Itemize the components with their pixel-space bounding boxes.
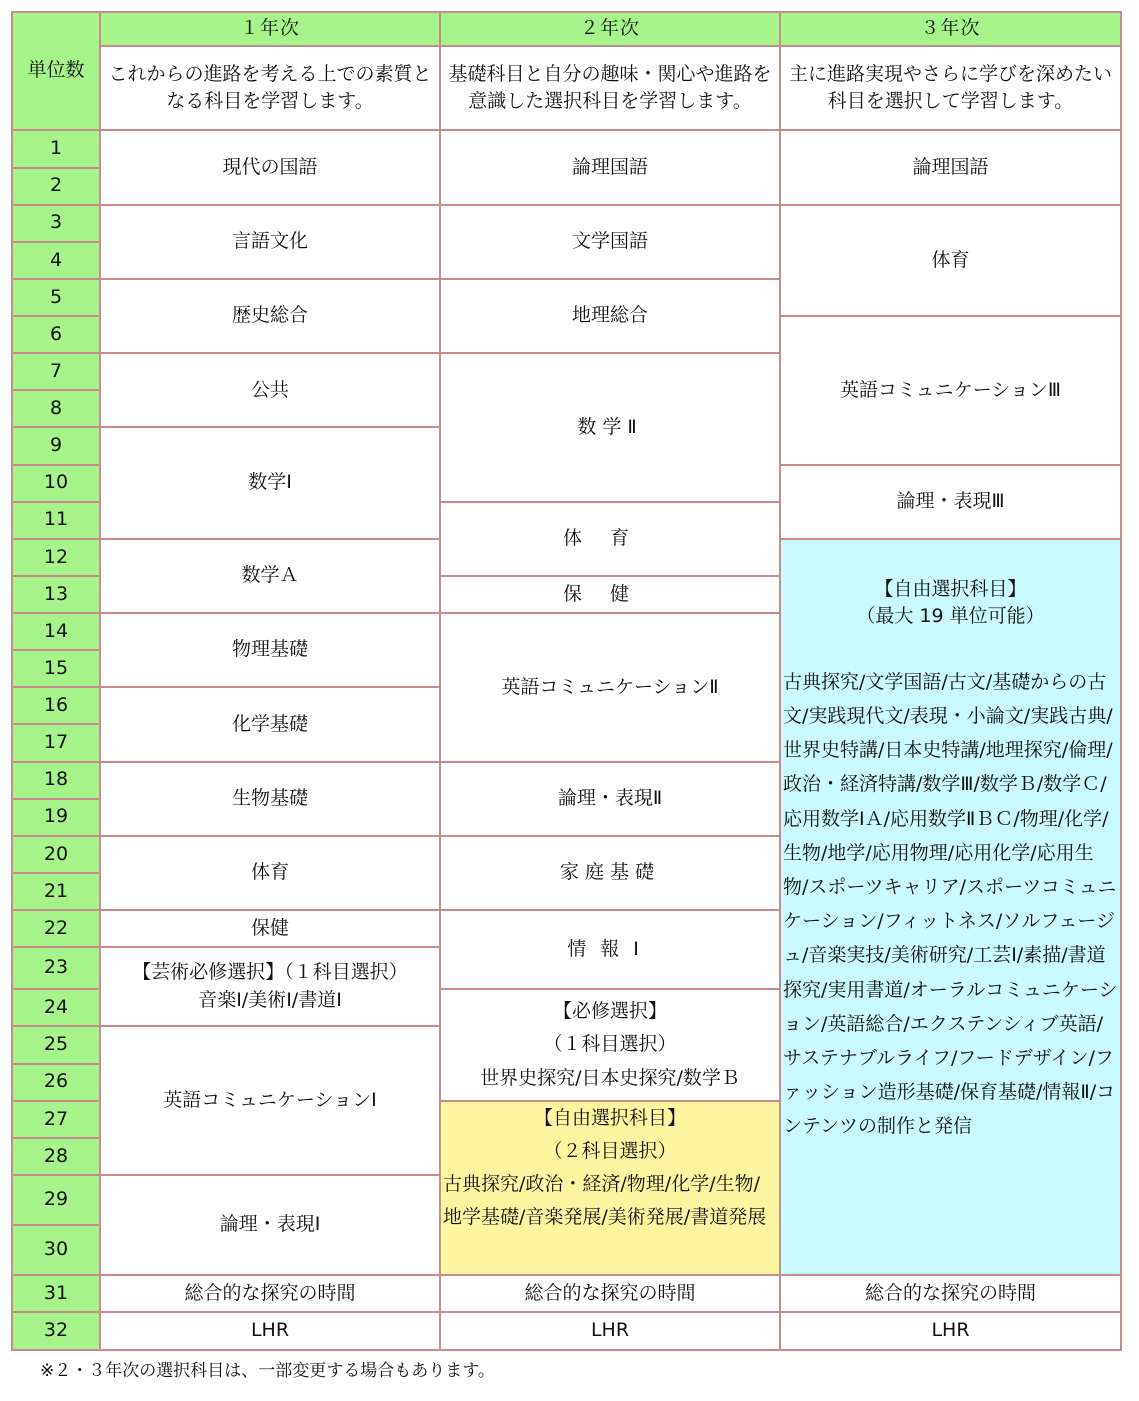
- subject-cell: 公共: [100, 353, 440, 427]
- unit-number: 4: [12, 242, 100, 279]
- unit-number: 20: [12, 836, 100, 873]
- required-elective-subtitle: （１科目選択）: [543, 1033, 677, 1056]
- subject-cell: 数学Ａ: [100, 539, 440, 613]
- subject-cell: 総合的な探究の時間: [440, 1275, 780, 1312]
- year1-description: これからの進路を考える上での素質となる科目を学習します。: [100, 46, 440, 130]
- free-elective-list: 古典探究/政治・経済/物理/化学/生物/地学基礎/音楽発展/美術発展/書道発展: [443, 1173, 767, 1229]
- unit-number: 8: [12, 390, 100, 427]
- elective-subtitle: （最大 19 単位可能）: [856, 605, 1045, 628]
- unit-number: 2: [12, 168, 100, 205]
- free-elective-subtitle: （２科目選択）: [543, 1139, 677, 1162]
- art-elective-cell: [100, 947, 440, 1026]
- year2-description: 基礎科目と自分の趣味・関心や進路を意識した選択科目を学習します。: [440, 46, 780, 130]
- unit-number: 28: [12, 1138, 100, 1175]
- required-elective-title: 【必修選択】: [552, 1000, 667, 1023]
- unit-number: 19: [12, 799, 100, 836]
- unit-number: 13: [12, 576, 100, 613]
- unit-number: 11: [12, 502, 100, 539]
- unit-number: 25: [12, 1026, 100, 1063]
- description-row: [12, 46, 1121, 130]
- subject-cell: 物理基礎: [100, 613, 440, 687]
- unit-number: 1: [12, 130, 100, 167]
- year3-description: 主に進路実現やさらに学びを深めたい科目を選択して学習します。: [780, 46, 1121, 130]
- subject-cell: LHR: [780, 1312, 1121, 1350]
- subject-cell: 総合的な探究の時間: [780, 1275, 1121, 1312]
- unit-number: 14: [12, 613, 100, 650]
- unit-number: 27: [12, 1101, 100, 1138]
- subject-cell: LHR: [440, 1312, 780, 1350]
- subject-cell: 英語コミュニケーションⅢ: [780, 316, 1121, 465]
- subject-cell: 英語コミュニケーションⅠ: [100, 1026, 440, 1175]
- subject-cell: 歴史総合: [100, 279, 440, 353]
- subject-cell: 体育: [440, 502, 780, 576]
- subject-cell: 数学Ⅱ: [440, 353, 780, 502]
- footnote: ※２・３年次の選択科目は、一部変更する場合もあります。: [40, 1361, 495, 1381]
- art-elective-title: 【芸術必修選択】（１科目選択）: [132, 961, 408, 984]
- unit-number: 3: [12, 205, 100, 242]
- unit-number: 6: [12, 316, 100, 353]
- unit-number: 12: [12, 539, 100, 576]
- subject-cell: 現代の国語: [100, 130, 440, 204]
- unit-number: 5: [12, 279, 100, 316]
- free-elective-cell-year2: [440, 1101, 780, 1276]
- unit-number: 10: [12, 465, 100, 502]
- subject-cell: 論理国語: [780, 130, 1121, 204]
- subject-cell: 体育: [100, 836, 440, 910]
- elective-list: 古典探究/文学国語/古文/基礎からの古文/実践現代文/表現・小論文/実践古典/世界史特講/日本史特講/地理探究/倫理/政治・経済特講/数学Ⅲ/数学Ｂ/数学Ｃ/応用数学ⅠＡ/応用数学ⅡＢＣ/物理/化学/生物/地学/応用物理/応用化学/応用生物/スポーツキャリア/スポーツコミュニケーション/フィットネス/ソルフェージュ/音楽実技/美術研究/工芸Ⅰ/素描/書道探究/実用書道/オーラルコミュニケーション/英語総合/エクステンシィブ英語/サステナブルライフ/フードデザイン/ファッション造形基礎/保育基礎/情報Ⅱ/コンテンツの制作と発信: [783, 670, 1118, 1138]
- subject-cell: 生物基礎: [100, 762, 440, 836]
- subject-cell: 体育: [780, 205, 1121, 316]
- subject-cell: 論理・表現Ⅲ: [780, 465, 1121, 539]
- free-elective-title: 【自由選択科目】: [533, 1106, 686, 1129]
- unit-number: 31: [12, 1275, 100, 1312]
- elective-cell-year3: [780, 539, 1121, 1276]
- curriculum-table: [11, 11, 1122, 1351]
- header-row: [12, 12, 1121, 46]
- unit-number: 23: [12, 947, 100, 989]
- year1-header: １年次: [100, 12, 440, 46]
- unit-number: 24: [12, 989, 100, 1026]
- elective-title: 【自由選択科目】: [874, 577, 1027, 600]
- subject-cell: 英語コミュニケーションⅡ: [440, 613, 780, 762]
- subject-cell: 文学国語: [440, 205, 780, 279]
- subject-cell: 地理総合: [440, 279, 780, 353]
- year3-header: ３年次: [780, 12, 1121, 46]
- subject-cell: 論理・表現Ⅱ: [440, 762, 780, 836]
- subject-cell: LHR: [100, 1312, 440, 1350]
- subject-cell: 数学Ⅰ: [100, 427, 440, 538]
- unit-number: 29: [12, 1175, 100, 1225]
- unit-number: 16: [12, 687, 100, 724]
- unit-number: 32: [12, 1312, 100, 1350]
- subject-cell: 保健: [100, 910, 440, 947]
- subject-cell: 言語文化: [100, 205, 440, 279]
- unit-number: 21: [12, 873, 100, 910]
- unit-number: 18: [12, 762, 100, 799]
- subject-cell: 論理・表現Ⅰ: [100, 1175, 440, 1275]
- required-elective-cell: [440, 989, 780, 1100]
- unit-number: 7: [12, 353, 100, 390]
- subject-cell: 家庭基礎: [440, 836, 780, 910]
- unit-header: 単位数: [12, 12, 100, 130]
- subject-cell: 総合的な探究の時間: [100, 1275, 440, 1312]
- subject-cell: 化学基礎: [100, 687, 440, 761]
- year2-header: ２年次: [440, 12, 780, 46]
- unit-number: 15: [12, 650, 100, 687]
- subject-cell: 保健: [440, 576, 780, 613]
- unit-number: 17: [12, 724, 100, 761]
- subject-cell: 論理国語: [440, 130, 780, 204]
- unit-number: 30: [12, 1225, 100, 1275]
- unit-number: 26: [12, 1064, 100, 1101]
- unit-number: 9: [12, 427, 100, 464]
- required-elective-options: 世界史探究/日本史探究/数学Ｂ: [480, 1066, 740, 1089]
- art-elective-options: 音楽Ⅰ/美術Ⅰ/書道Ⅰ: [198, 988, 342, 1011]
- unit-number: 22: [12, 910, 100, 947]
- subject-cell: 情報Ⅰ: [440, 910, 780, 989]
